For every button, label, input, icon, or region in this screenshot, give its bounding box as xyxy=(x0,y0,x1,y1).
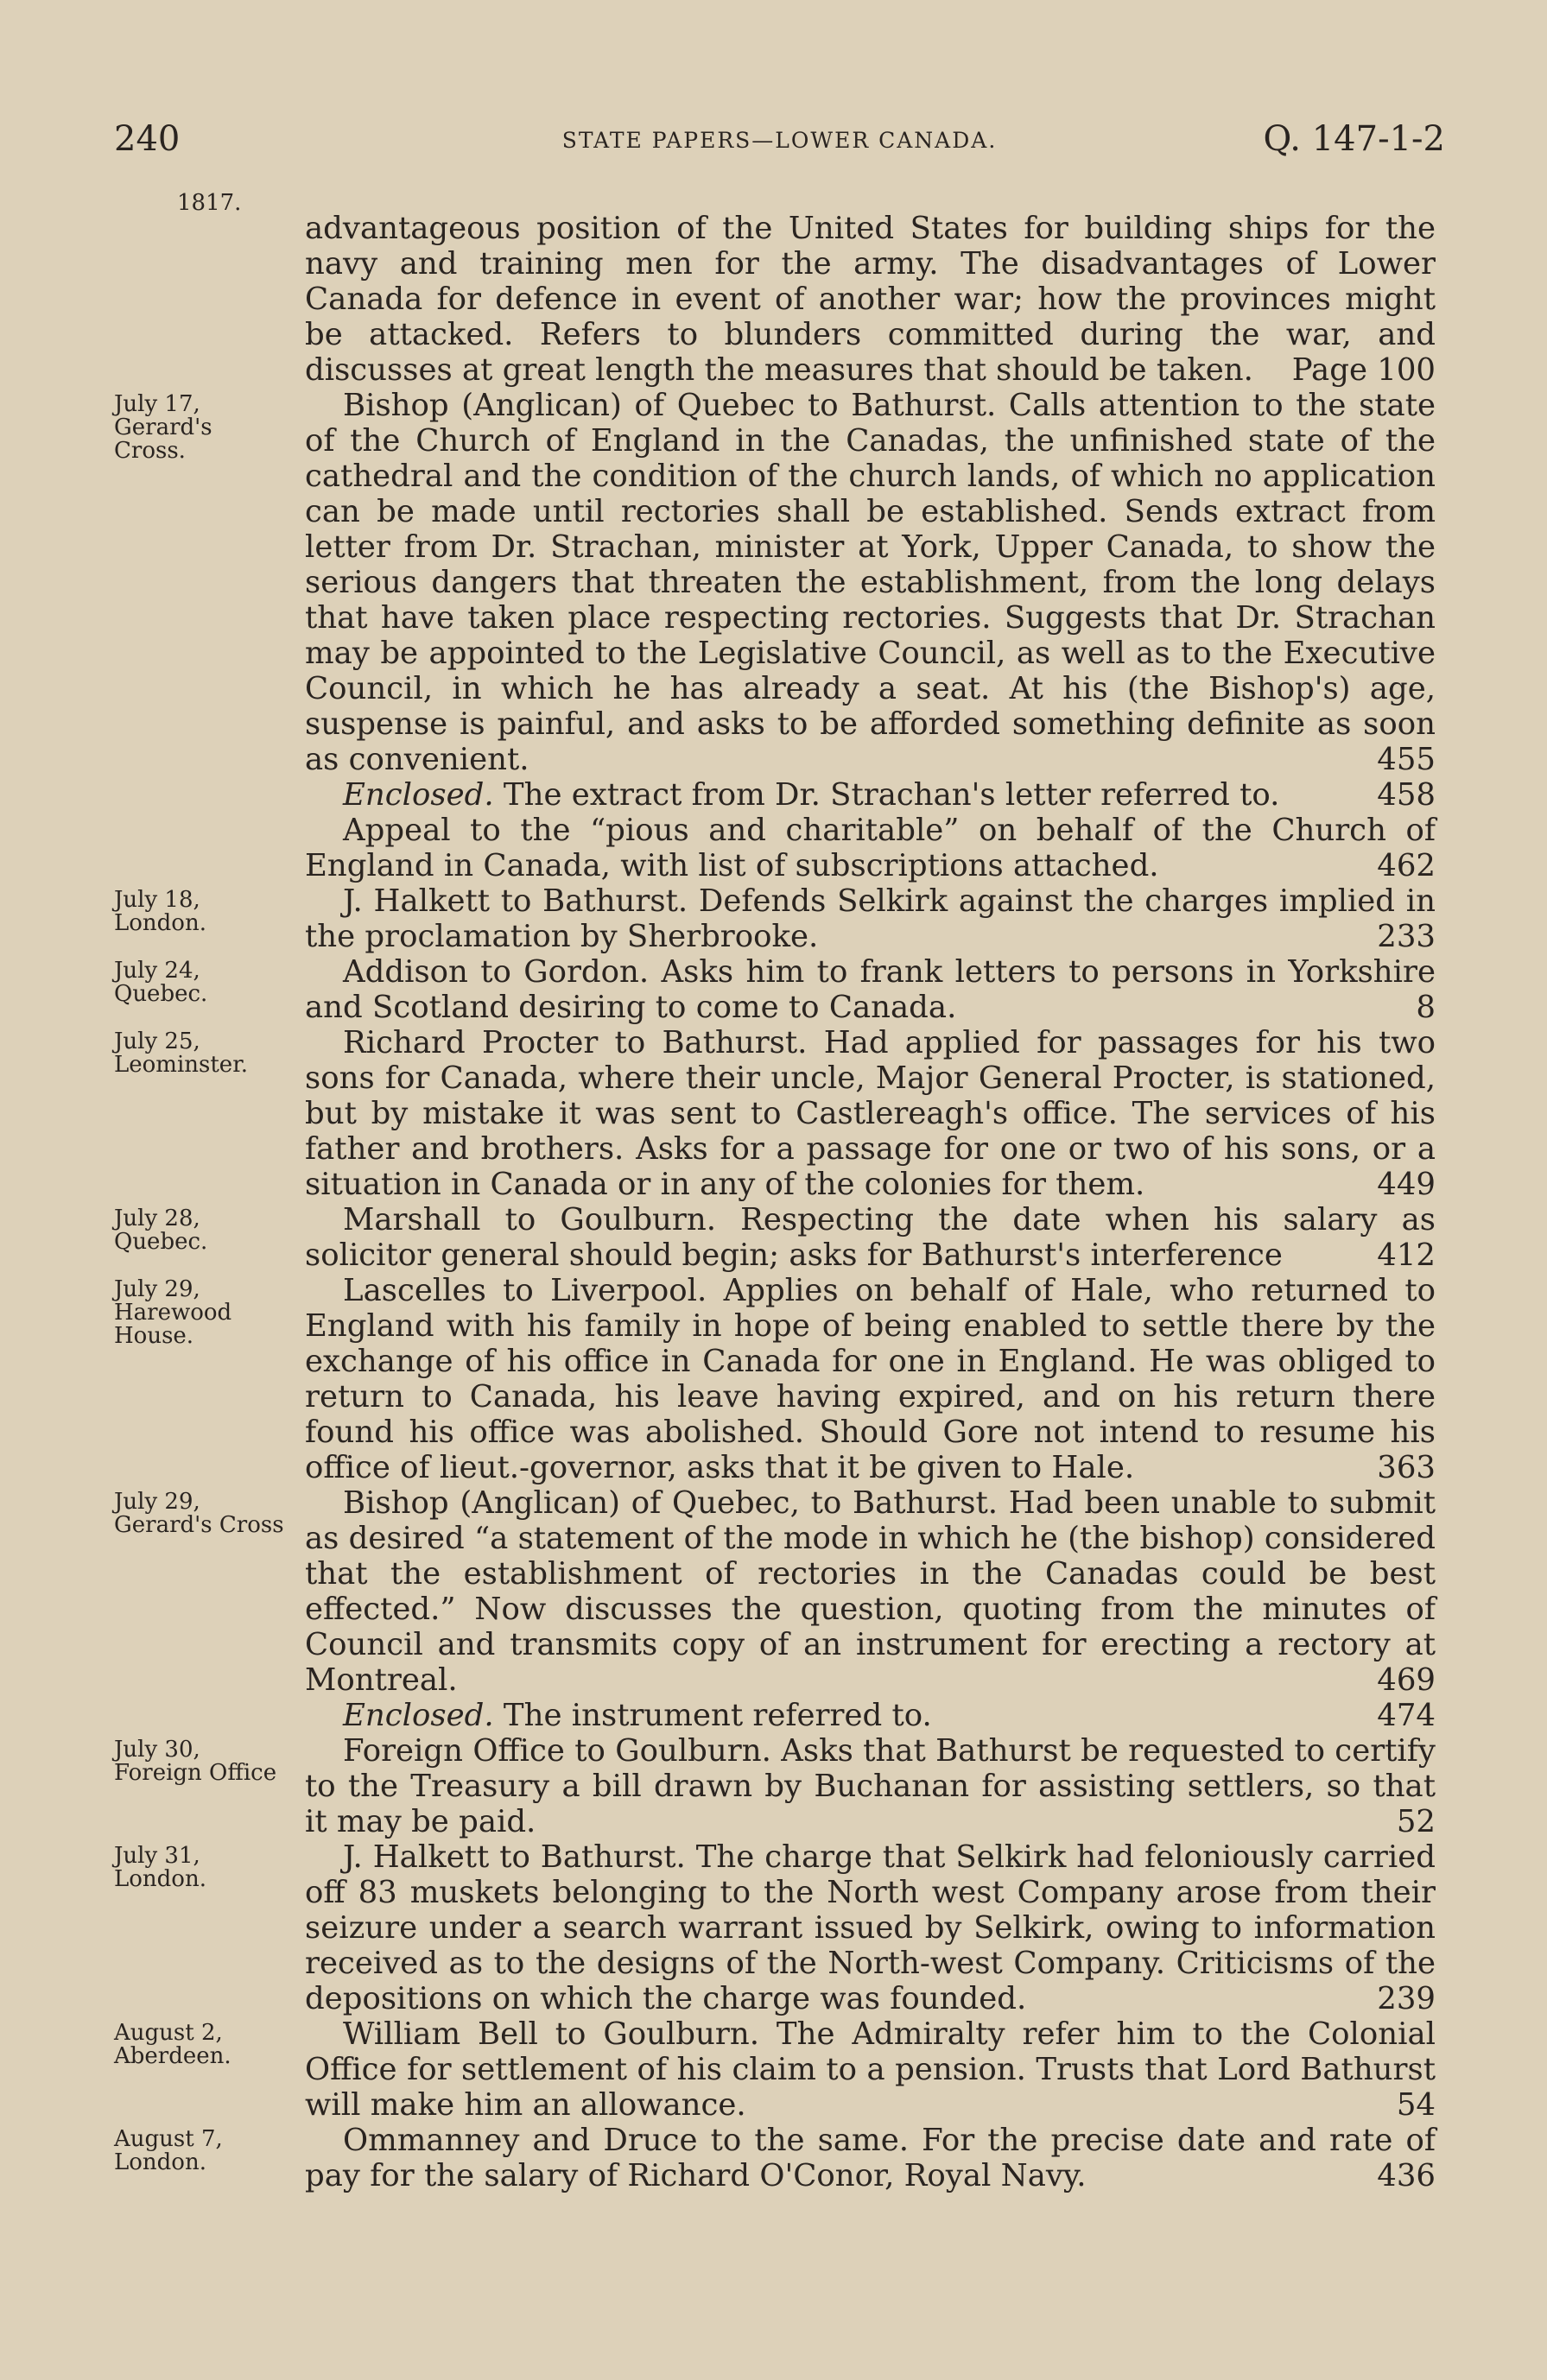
calendar-entry xyxy=(114,1733,1436,1839)
entry-paragraph xyxy=(305,211,1436,388)
folio-reference: 239 xyxy=(1377,1981,1436,2016)
folio-reference: 52 xyxy=(1396,1804,1436,1839)
calendar-entry xyxy=(114,2123,1436,2193)
entry-paragraph xyxy=(305,388,1436,777)
entry-summary xyxy=(305,1202,1436,1273)
paragraph-text: Richard Procter to Bathurst. Had applied for passages for his two sons for Canada, where their uncle, Major General Procter, is stationed, but by mistake it was sent to Castlereagh's office. The services of his father and brothers. Asks for a passage for one or two of his sons, or a situation in Canada or in any of the colonies for them. xyxy=(305,1025,1436,1202)
calendar-entry xyxy=(114,1839,1436,2016)
entry-summary xyxy=(305,1485,1436,1733)
entry-paragraph xyxy=(305,1733,1436,1839)
paragraph-text: advantageous position of the United States for building ships for the navy and training men for the army. The disadvantages of Lower Canada for defence in event of another war; how the provinces might be attacked. Refers to blunders committed during the war, and discusses at great length the measures that should be taken. xyxy=(305,211,1436,388)
calendar-entry xyxy=(114,954,1436,1025)
paragraph-text: Bishop (Anglican) of Quebec, to Bathurst. Had been unable to submit as desired “a statement of the mode in which he (the bishop) considered that the establishment of rectories in the Canadas could be best effected.” Now discusses the question, quoting from the minutes of Council and transmits copy of an instrument for erecting a rectory at Montreal. xyxy=(305,1485,1436,1698)
entry-date-place: July 31, London. xyxy=(114,1843,206,1892)
paragraph-text: J. Halkett to Bathurst. Defends Selkirk against the charges implied in the proclamation by Sherbrooke. xyxy=(305,883,1436,954)
entry-date-place: July 30, Foreign Office xyxy=(114,1737,277,1786)
entry-summary xyxy=(305,954,1436,1025)
entry-date-place: July 29, Gerard's Cross xyxy=(114,1489,284,1538)
entry-summary xyxy=(305,2123,1436,2193)
folio-reference: 233 xyxy=(1377,919,1436,954)
entry-date-place: July 25, Leominster. xyxy=(114,1029,249,1078)
folio-reference: 8 xyxy=(1416,990,1436,1025)
entry-summary xyxy=(305,883,1436,954)
folio-reference: Page 100 xyxy=(1291,352,1436,388)
entry-date-place: August 7, London. xyxy=(114,2126,223,2175)
paragraph-text: Addison to Gordon. Asks him to frank letters to persons in Yorkshire and Scotland desiring to come to Canada. xyxy=(305,954,1436,1025)
entry-paragraph xyxy=(305,2123,1436,2193)
calendar-entry xyxy=(114,1273,1436,1485)
entry-paragraph xyxy=(305,1202,1436,1273)
calendar-entry xyxy=(114,388,1436,883)
entry-summary xyxy=(305,1025,1436,1202)
calendar-entry xyxy=(114,211,1436,388)
folio-reference: 462 xyxy=(1377,848,1436,883)
entries-list xyxy=(114,211,1436,2193)
paragraph-text: Foreign Office to Goulburn. Asks that Bathurst be requested to certify to the Treasury a bill drawn by Buchanan for assisting settlers, so that it may be paid. xyxy=(305,1733,1436,1839)
paragraph-text: Lascelles to Liverpool. Applies on behalf of Hale, who returned to England with his family in hope of being enabled to settle there by the exchange of his office in Canada for one in England. He was obliged to return to Canada, his leave having expired, and on his return there found his office was abolished. Should Gore not intend to resume his office of lieut.-governor, asks that it be given to Hale. xyxy=(305,1273,1436,1485)
entry-date-place: July 18, London. xyxy=(114,887,206,936)
entry-summary xyxy=(305,211,1436,388)
running-title: STATE PAPERS—LOWER CANADA. xyxy=(561,128,998,153)
folio-reference: 449 xyxy=(1377,1167,1436,1202)
folio-reference: 436 xyxy=(1377,2158,1436,2193)
folio-reference: 363 xyxy=(1377,1450,1436,1485)
paragraph-text: The extract from Dr. Strachan's letter referred to. xyxy=(503,777,1280,813)
entry-date-place: August 2, Aberdeen. xyxy=(114,2020,231,2069)
calendar-entry xyxy=(114,1202,1436,1273)
entry-paragraph xyxy=(305,813,1436,883)
entry-paragraph xyxy=(305,2016,1436,2123)
paragraph-text: Bishop (Anglican) of Quebec to Bathurst. Calls attention to the state of the Church of England in the Canadas, the unfinished state of the cathedral and the condition of the church lands, of which no application can be made until rectories shall be established. Sends extract from letter from Dr. Strachan, minister at York, Upper Canada, to show the serious dangers that threaten the establishment, from the long delays that have taken place respecting rectories. Suggests that Dr. Strachan may be appointed to the Legislative Council, as well as to the Executive Council, in which he has already a seat. At his (the Bishop's) age, suspense is painful, and asks to be afforded something definite as soon as convenient. xyxy=(305,388,1436,777)
paragraph-text: Marshall to Goulburn. Respecting the date when his salary as solicitor general should begin; asks for Bathurst's interference xyxy=(305,1202,1436,1273)
entry-paragraph xyxy=(305,1698,1436,1733)
calendar-entry xyxy=(114,883,1436,954)
folio-reference: 458 xyxy=(1377,777,1436,813)
entry-summary xyxy=(305,388,1436,883)
entry-paragraph xyxy=(305,1485,1436,1698)
entry-paragraph xyxy=(305,954,1436,1025)
entry-summary xyxy=(305,2016,1436,2123)
entry-date-place: July 29, Harewood House. xyxy=(114,1276,232,1349)
folio-reference: 54 xyxy=(1396,2087,1436,2123)
entry-summary xyxy=(305,1839,1436,2016)
folio-reference: 455 xyxy=(1377,742,1436,777)
enclosure-label: Enclosed. xyxy=(343,777,494,813)
entry-paragraph xyxy=(305,1273,1436,1485)
entry-paragraph xyxy=(305,1025,1436,1202)
enclosure-label: Enclosed. xyxy=(343,1698,494,1733)
entry-date-place xyxy=(114,211,305,388)
paragraph-text: J. Halkett to Bathurst. The charge that Selkirk had feloniously carried off 83 muskets belonging to the North west Company arose from their seizure under a search warrant issued by Selkirk, owing to information received as to the designs of the North-west Company. Criticisms of the depositions on which the charge was founded. xyxy=(305,1839,1436,2016)
calendar-entry xyxy=(114,1485,1436,1733)
page-number: 240 xyxy=(114,119,181,159)
entry-date-place: July 24, Quebec. xyxy=(114,958,208,1007)
entry-date-place: July 17, Gerard's Cross. xyxy=(114,391,212,464)
calendar-entry xyxy=(114,1025,1436,1202)
entry-paragraph xyxy=(305,1839,1436,2016)
entry-summary xyxy=(305,1733,1436,1839)
year-label: 1817. xyxy=(177,190,242,216)
folio-reference: 412 xyxy=(1377,1237,1436,1273)
folio-reference: 469 xyxy=(1377,1662,1436,1698)
entry-date-place: July 28, Quebec. xyxy=(114,1206,208,1255)
entry-summary xyxy=(305,1273,1436,1485)
entry-paragraph xyxy=(305,883,1436,954)
page-header xyxy=(114,119,1445,162)
archive-reference: Q. 147-1-2 xyxy=(1263,119,1445,159)
paragraph-text: William Bell to Goulburn. The Admiralty refer him to the Colonial Office for settlement of his claim to a pension. Trusts that Lord Bathurst will make him an allowance. xyxy=(305,2016,1436,2123)
entry-paragraph xyxy=(305,777,1436,813)
calendar-entry xyxy=(114,2016,1436,2123)
paragraph-text: Appeal to the “pious and charitable” on behalf of the Church of England in Canada, with list of subscriptions attached. xyxy=(305,813,1436,883)
paragraph-text: The instrument referred to. xyxy=(503,1698,932,1733)
folio-reference: 474 xyxy=(1377,1698,1436,1733)
paragraph-text: Ommanney and Druce to the same. For the precise date and rate of pay for the salary of Richard O'Conor, Royal Navy. xyxy=(305,2123,1436,2193)
